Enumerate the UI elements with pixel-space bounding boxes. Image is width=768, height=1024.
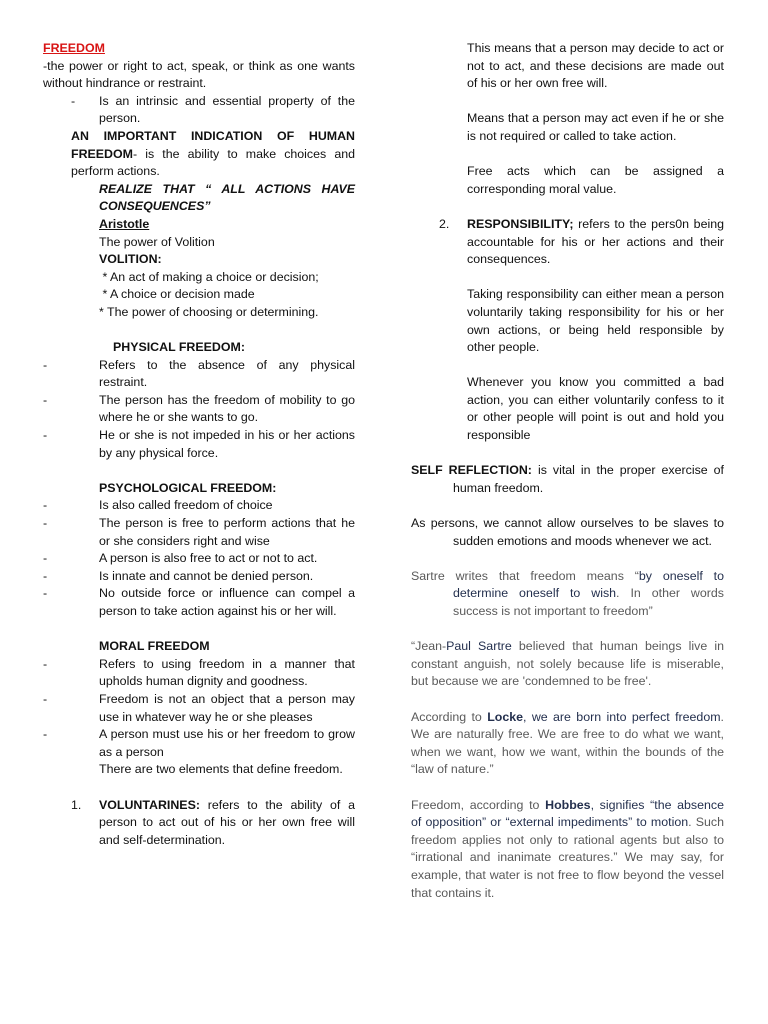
sartre-text-b: by oneself to determine oneself to wish [453, 568, 725, 601]
list-item [43, 656, 355, 691]
numbered-item-2 [411, 216, 724, 269]
psychological-item-4: Is innate and cannot be denied person. [99, 568, 314, 583]
note-para-2: Means that a person may act even if he or she is not required or called to take action. [467, 111, 724, 143]
list-item [43, 550, 355, 568]
bullet-dash: - [43, 357, 48, 372]
freedom-title: FREEDOM [43, 41, 105, 55]
indication-paragraph [43, 128, 355, 181]
bullet-dash: - [43, 568, 48, 583]
item-number: 1. [71, 797, 82, 812]
list-item [43, 691, 355, 726]
physical-heading: PHYSICAL FREEDOM: [113, 340, 245, 355]
bullet-dash: - [43, 498, 48, 513]
locke-text-a: According to [411, 709, 488, 724]
hobbes-text-a: Freedom, according to [411, 797, 546, 812]
volition-block [43, 181, 355, 322]
psychological-item-2: The person is free to perform actions that he or she considers right and wise [99, 516, 355, 548]
hobbes-text-c: , signifies “the absence of opposition” or “external impediments” to motion [411, 797, 724, 830]
list-item [43, 497, 355, 515]
right-column [411, 40, 724, 902]
voluntariness-definition: refers to the ability of a person to act out of his or her own free will and self-determination. [99, 797, 355, 847]
moral-item-3: A person must use his or her freedom to grow as a person [99, 727, 355, 759]
volition-item-1: * An act of making a choice or decision; [99, 269, 319, 284]
sartre-paragraph [411, 568, 724, 621]
psychological-item-5: No outside force or influence can compel a person to take action against his or her will. [99, 586, 355, 618]
bullet-dash: - [43, 428, 48, 443]
indication-heading: AN IMPORTANT INDICATION OF HUMAN FREEDOM [71, 128, 355, 161]
hobbes-paragraph [411, 797, 724, 903]
jp-text-a: “Jean- [411, 639, 447, 654]
moral-item-1: Refers to using freedom in a manner that upholds human dignity and goodness. [99, 656, 355, 689]
bullet-dash: - [43, 691, 48, 706]
bullet-dash: - [43, 656, 48, 671]
persons-paragraph: As persons, we cannot allow ourselves to be slaves to sudden emotions and moods whenever we act. [411, 516, 724, 548]
jean-paul-paragraph [411, 638, 724, 691]
psychological-heading: PSYCHOLOGICAL FREEDOM: [99, 480, 277, 495]
note-para-1: This means that a person may decide to act or not to act, and these decisions are made out of his or her own free will. [467, 41, 724, 91]
volition-item-3: * The power of choosing or determining. [99, 304, 319, 319]
bullet-dash: - [43, 586, 48, 601]
sartre-text-c: . In other words success is not important to freedom” [453, 586, 724, 618]
moral-item-2: Freedom is not an object that a person may use in whatever way he or she pleases [99, 691, 355, 724]
responsibility-definition: refers to the pers0n being accountable for his or her actions and their consequences. [467, 216, 724, 267]
bullet-dash: - [43, 727, 48, 742]
list-item [43, 515, 355, 550]
volition-heading: VOLITION: [99, 252, 162, 267]
physical-item-2: The person has the freedom of mobility to go where he or she wants to go. [99, 392, 355, 425]
psychological-item-3: A person is also free to act or not to act. [99, 551, 318, 566]
locke-text-c: , we are born into perfect freedom [523, 709, 721, 724]
self-reflection-text: is vital in the proper exercise of human freedom. [453, 463, 724, 495]
list-item [43, 392, 355, 427]
volition-item-2: * A choice or decision made [99, 287, 255, 302]
left-column [43, 40, 355, 849]
intrinsic-item: Is an intrinsic and essential property of the person. [99, 93, 355, 126]
psychological-item-1: Is also called freedom of choice [99, 498, 273, 513]
sartre-text-a: Sartre writes that freedom means “ [411, 568, 639, 583]
note-para-3: Free acts which can be assigned a corresponding moral value. [467, 164, 724, 196]
list-item [43, 93, 355, 128]
voluntariness-heading: VOLUNTARINES: [99, 797, 200, 812]
locke-paragraph [411, 709, 724, 779]
responsibility-text [467, 216, 724, 269]
moral-heading: MORAL FREEDOM [99, 639, 210, 654]
list-item [43, 585, 355, 620]
two-elements-text: There are two elements that define freedom. [99, 762, 343, 777]
power-of-volition: The power of Volition [99, 234, 215, 249]
bullet-dash: - [43, 516, 48, 531]
item-number: 2. [439, 216, 450, 231]
list-item [43, 357, 355, 392]
bullet-dash: - [71, 93, 76, 108]
indication-text: - is the ability to make choices and perform actions. [71, 146, 355, 179]
locke-name: Locke [487, 709, 523, 724]
self-reflection-paragraph [411, 462, 724, 497]
jp-text-c: believed that human beings live in constant anguish, not solely because life is miserable, but because we are 'condemned to be free'. [411, 639, 724, 689]
aristotle-heading: Aristotle [99, 216, 150, 231]
responsibility-notes [411, 269, 724, 445]
hobbes-text-d: . Such freedom applies not only to rational agents but also to “irrational and inanimate creatures.” We may say, for example, that water is not free to flow beyond the vessel that contains it. [411, 815, 724, 900]
freedom-definition: -the power or right to act, speak, or think as one wants without hindrance or restraint. [43, 58, 355, 91]
physical-item-3: He or she is not impeded in his or her actions by any physical force. [99, 428, 355, 460]
self-reflection-heading: SELF REFLECTION: [411, 463, 532, 478]
voluntariness-text [99, 797, 355, 850]
jp-name: Paul Sartre [446, 639, 512, 654]
list-item [43, 726, 355, 761]
hobbes-name: Hobbes [545, 797, 591, 812]
note-para-5: Whenever you know you committed a bad action, you can either voluntarily confess to it or other people will point is out and hold you responsible [467, 375, 724, 443]
list-item [43, 568, 355, 586]
bullet-dash: - [43, 392, 48, 407]
note-para-4: Taking responsibility can either mean a person voluntarily taking responsibility for his or her own actions, or being held responsible by other people. [467, 287, 724, 355]
responsibility-heading: RESPONSIBILITY; [467, 216, 574, 231]
list-item [43, 427, 355, 462]
numbered-item-1 [43, 797, 355, 850]
bullet-dash: - [43, 551, 48, 566]
realize-statement: REALIZE THAT “ ALL ACTIONS HAVE CONSEQUENCES” [99, 181, 355, 214]
locke-text-d: . We are naturally free. We are free to do what we want, when we want, how we want, within the bounds of the “law of nature.” [411, 709, 724, 777]
physical-item-1: Refers to the absence of any physical restraint. [99, 357, 355, 390]
voluntariness-notes [411, 40, 724, 216]
